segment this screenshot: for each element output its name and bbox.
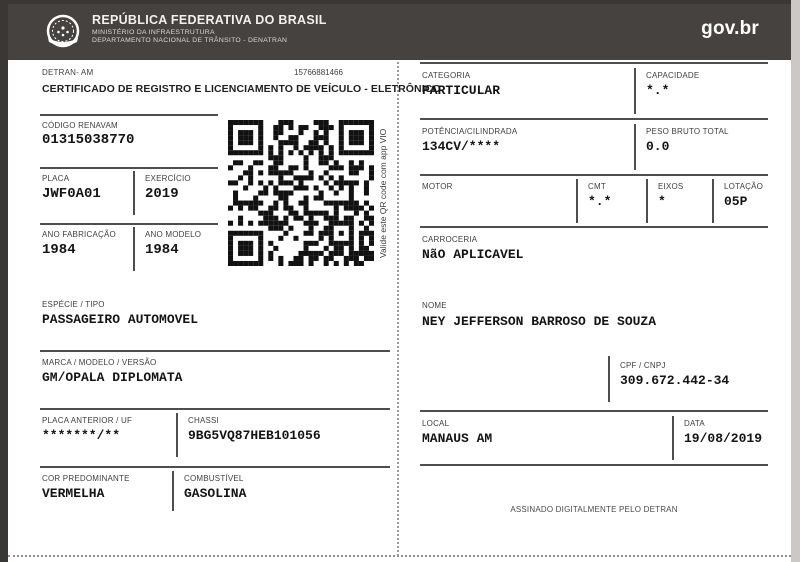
exercicio-label: EXERCÍCIO bbox=[145, 174, 191, 183]
signature-note: ASSINADO DIGITALMENTE PELO DETRAN bbox=[510, 505, 678, 514]
header-subtitle-department: DEPARTAMENTO NACIONAL DE TRÂNSITO - DENATRAN bbox=[92, 37, 288, 44]
carroceria-label: CARROCERIA bbox=[422, 235, 478, 244]
divider bbox=[40, 167, 218, 169]
divider bbox=[420, 410, 768, 412]
header-title: REPÚBLICA FEDERATIVA DO BRASIL bbox=[92, 13, 327, 27]
govbr-logo: gov.br bbox=[701, 18, 759, 39]
issuer-label: DETRAN- AM bbox=[42, 68, 94, 77]
qr-caption: Valide este QR code com app VIO bbox=[378, 128, 388, 258]
divider bbox=[576, 179, 578, 223]
divider bbox=[634, 68, 636, 114]
document-title: CERTIFICADO DE REGISTRO E LICENCIAMENTO DE VEÍCULO - ELETRÔNICO bbox=[42, 83, 441, 95]
placa-value: JWF0A01 bbox=[42, 186, 101, 202]
combustivel-label: COMBUSTÍVEL bbox=[184, 474, 244, 483]
cor-label: COR PREDOMINANTE bbox=[42, 474, 130, 483]
peso-bruto-value: 0.0 bbox=[646, 139, 670, 154]
divider bbox=[420, 62, 768, 64]
page-right-edge bbox=[791, 0, 800, 562]
cmt-label: CMT bbox=[588, 182, 606, 191]
eixos-label: EIXOS bbox=[658, 182, 684, 191]
divider bbox=[40, 466, 390, 468]
capacidade-label: CAPACIDADE bbox=[646, 71, 700, 80]
divider bbox=[420, 174, 768, 176]
cpf-cnpj-value: 309.672.442-34 bbox=[620, 373, 730, 388]
divider bbox=[672, 416, 674, 460]
cmt-value: *.* bbox=[588, 194, 612, 209]
categoria-value: PARTICULAR bbox=[422, 83, 501, 98]
marca-modelo-label: MARCA / MODELO / VERSÃO bbox=[42, 358, 157, 367]
document-number: 15766881466 bbox=[294, 68, 343, 77]
data-value: 19/08/2019 bbox=[684, 431, 763, 446]
nome-value: NEY JEFFERSON BARROSO DE SOUZA bbox=[422, 314, 657, 329]
center-cut-line bbox=[397, 62, 399, 556]
divider bbox=[634, 124, 636, 170]
ano-modelo-label: ANO MODELO bbox=[145, 230, 202, 239]
ano-fabricacao-label: ANO FABRICAÇÃO bbox=[42, 230, 116, 239]
divider bbox=[40, 114, 218, 116]
motor-label: MOTOR bbox=[422, 182, 453, 191]
divider bbox=[133, 171, 135, 215]
categoria-label: CATEGORIA bbox=[422, 71, 471, 80]
divider bbox=[176, 413, 178, 457]
qr-code bbox=[228, 120, 374, 266]
nome-label: NOME bbox=[422, 301, 447, 310]
divider bbox=[420, 226, 768, 228]
renavam-value: 01315038770 bbox=[42, 132, 135, 148]
ano-fabricacao-value: 1984 bbox=[42, 242, 76, 258]
bottom-cut-line bbox=[8, 555, 791, 557]
divider bbox=[420, 118, 768, 120]
divider bbox=[712, 179, 714, 223]
placa-anterior-value: *******/** bbox=[42, 428, 121, 443]
renavam-label: CÓDIGO RENAVAM bbox=[42, 121, 118, 130]
placa-anterior-label: PLACA ANTERIOR / UF bbox=[42, 416, 133, 425]
lotacao-value: 05P bbox=[724, 194, 748, 209]
divider bbox=[172, 471, 174, 511]
cor-value: VERMELHA bbox=[42, 486, 105, 501]
ano-modelo-value: 1984 bbox=[145, 242, 179, 258]
peso-bruto-label: PESO BRUTO TOTAL bbox=[646, 127, 729, 136]
divider bbox=[133, 227, 135, 271]
chassi-value: 9BG5VQ87HEB101056 bbox=[188, 428, 321, 443]
divider bbox=[40, 350, 390, 352]
potencia-value: 134CV/**** bbox=[422, 139, 501, 154]
divider bbox=[608, 356, 610, 402]
local-value: MANAUS AM bbox=[422, 431, 493, 446]
especie-tipo-value: PASSAGEIRO AUTOMOVEL bbox=[42, 312, 199, 327]
potencia-label: POTÊNCIA/CILINDRADA bbox=[422, 127, 518, 136]
header-bar bbox=[8, 4, 791, 60]
national-seal-icon bbox=[42, 11, 84, 53]
eixos-value: * bbox=[658, 194, 666, 209]
header-subtitle-ministry: MINISTÉRIO DA INFRAESTRUTURA bbox=[92, 28, 215, 36]
lotacao-label: LOTAÇÃO bbox=[724, 182, 764, 191]
divider bbox=[40, 408, 390, 410]
local-label: LOCAL bbox=[422, 419, 450, 428]
cpf-cnpj-label: CPF / CNPJ bbox=[620, 361, 666, 370]
placa-label: PLACA bbox=[42, 174, 70, 183]
especie-tipo-label: ESPÉCIE / TIPO bbox=[42, 300, 105, 309]
capacidade-value: *.* bbox=[646, 83, 670, 98]
header-text-block bbox=[92, 13, 327, 44]
divider bbox=[40, 223, 218, 225]
combustivel-value: GASOLINA bbox=[184, 486, 247, 501]
marca-modelo-value: GM/OPALA DIPLOMATA bbox=[42, 370, 183, 385]
carroceria-value: NãO APLICAVEL bbox=[422, 247, 524, 262]
divider bbox=[646, 179, 648, 223]
divider bbox=[420, 464, 768, 466]
chassi-label: CHASSI bbox=[188, 416, 219, 425]
exercicio-value: 2019 bbox=[145, 186, 179, 202]
data-label: DATA bbox=[684, 419, 705, 428]
